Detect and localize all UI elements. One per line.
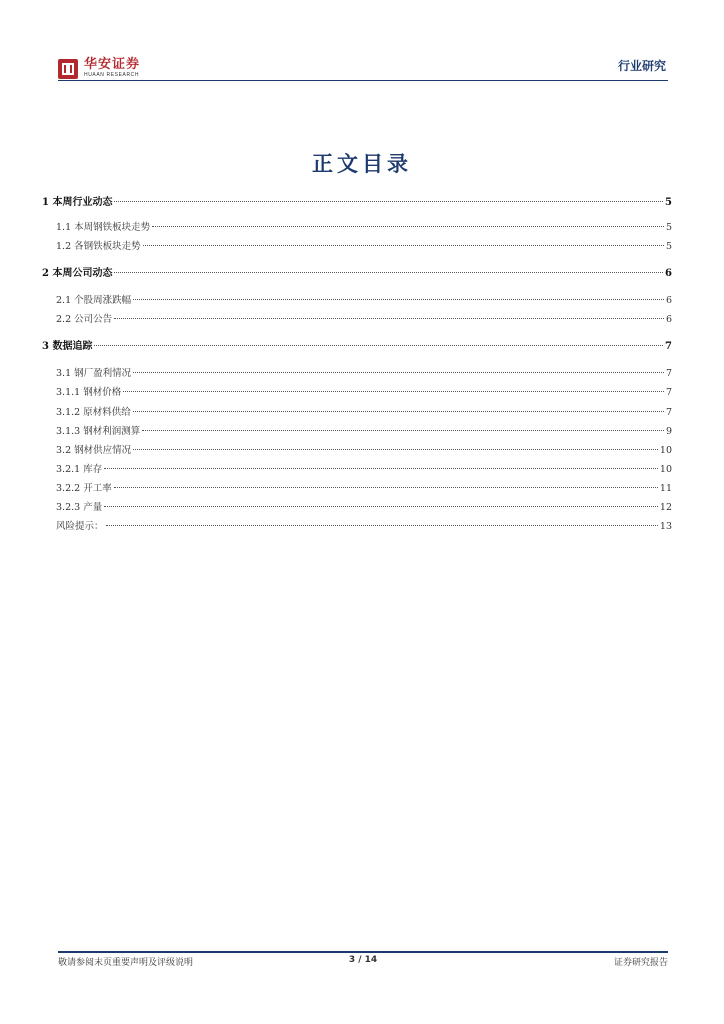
toc-entry-label: 3 数据追踪 bbox=[42, 341, 93, 352]
toc-entry[interactable] bbox=[42, 386, 672, 400]
toc-entry-page: 10 bbox=[659, 445, 672, 456]
toc-entry-label: 3.2.1 库存 bbox=[56, 464, 103, 475]
toc-entry-page: 12 bbox=[659, 502, 672, 513]
toc-entry[interactable] bbox=[42, 267, 672, 281]
toc-entry[interactable] bbox=[42, 294, 672, 308]
toc-entry-label: 3.2.3 产量 bbox=[56, 502, 103, 513]
toc-entry-label: 1 本周行业动态 bbox=[42, 197, 113, 208]
toc-entry[interactable] bbox=[42, 240, 672, 254]
toc-entry-page: 10 bbox=[659, 464, 672, 475]
toc-entry[interactable] bbox=[42, 520, 672, 534]
toc-dot-leader bbox=[104, 468, 658, 469]
toc-entry-label: 1.2 各钢铁板块走势 bbox=[56, 241, 141, 252]
toc-entry-page: 7 bbox=[665, 387, 672, 398]
page-header bbox=[0, 0, 724, 100]
toc-entry[interactable] bbox=[42, 340, 672, 354]
toc-dot-leader bbox=[94, 345, 663, 346]
toc-entry-page: 5 bbox=[665, 241, 672, 252]
toc-dot-leader bbox=[133, 299, 664, 300]
toc-entry-label: 3.2.2 开工率 bbox=[56, 483, 112, 494]
footer-divider bbox=[58, 951, 668, 953]
toc-dot-leader bbox=[104, 506, 658, 507]
toc-entry-page: 9 bbox=[665, 426, 672, 437]
toc-entry-label: 3.1.3 钢材利润测算 bbox=[56, 426, 141, 437]
toc-entry-label: 1.1 本周钢铁板块走势 bbox=[56, 222, 151, 233]
toc-entry[interactable] bbox=[42, 406, 672, 420]
toc-dot-leader bbox=[114, 318, 664, 319]
toc-entry-page: 5 bbox=[665, 197, 672, 208]
toc-entry-page: 6 bbox=[665, 295, 672, 306]
toc-entry[interactable] bbox=[42, 367, 672, 381]
toc-entry-label: 3.1.1 钢材价格 bbox=[56, 387, 122, 398]
toc-dot-leader bbox=[152, 226, 664, 227]
toc-entry[interactable] bbox=[42, 196, 672, 210]
toc-entry-label: 3.1.2 原材料供给 bbox=[56, 407, 131, 418]
toc-entry[interactable] bbox=[42, 313, 672, 327]
logo-english-text: HUAAN RESEARCH bbox=[84, 72, 140, 78]
toc-title: 正文目录 bbox=[312, 151, 412, 176]
toc-entry[interactable] bbox=[42, 444, 672, 458]
report-type-label: 行业研究 bbox=[617, 59, 666, 73]
toc-entry-page: 7 bbox=[665, 368, 672, 379]
toc-dot-leader bbox=[142, 430, 664, 431]
toc-entry-page: 6 bbox=[665, 314, 672, 325]
toc-entry-label: 2.2 公司公告 bbox=[56, 314, 113, 325]
toc-dot-leader bbox=[114, 201, 663, 202]
toc-dot-leader bbox=[143, 245, 664, 246]
toc-dot-leader bbox=[133, 449, 658, 450]
toc-dot-leader bbox=[133, 372, 664, 373]
toc-dot-leader bbox=[133, 411, 664, 412]
toc-entry-label: 3.2 钢材供应情况 bbox=[56, 445, 132, 456]
toc-entry-page: 7 bbox=[665, 407, 672, 418]
toc-dot-leader bbox=[114, 272, 663, 273]
toc-dot-leader bbox=[106, 525, 658, 526]
toc-entry-label: 2 本周公司动态 bbox=[42, 268, 113, 279]
toc-entry-page: 13 bbox=[659, 521, 672, 532]
header-divider bbox=[58, 80, 668, 81]
footer-disclaimer: 敬请参阅末页重要声明及评级说明 bbox=[58, 958, 194, 968]
toc-entry[interactable] bbox=[42, 221, 672, 235]
company-logo bbox=[58, 58, 140, 79]
toc-entry-label: 3.1 钢厂盈利情况 bbox=[56, 368, 132, 379]
toc-entry[interactable] bbox=[42, 463, 672, 477]
seal-icon bbox=[58, 59, 78, 79]
toc-entry[interactable] bbox=[42, 501, 672, 515]
toc-entry-page: 7 bbox=[665, 341, 672, 352]
toc-dot-leader bbox=[114, 487, 658, 488]
footer-doc-type: 证券研究报告 bbox=[613, 958, 668, 968]
page-number: 3 / 14 bbox=[348, 955, 378, 965]
toc-dot-leader bbox=[123, 391, 664, 392]
toc-entry-label: 风险提示： bbox=[56, 521, 104, 532]
toc-entry-page: 5 bbox=[665, 222, 672, 233]
toc-entry[interactable] bbox=[42, 425, 672, 439]
toc-entry-page: 11 bbox=[659, 483, 672, 494]
page-footer bbox=[58, 955, 668, 969]
toc-entry-label: 2.1 个股周涨跌幅 bbox=[56, 295, 132, 306]
toc-entry-page: 6 bbox=[665, 268, 672, 279]
logo-chinese-text: 华安证券 bbox=[84, 57, 141, 72]
toc-entry[interactable] bbox=[42, 482, 672, 496]
